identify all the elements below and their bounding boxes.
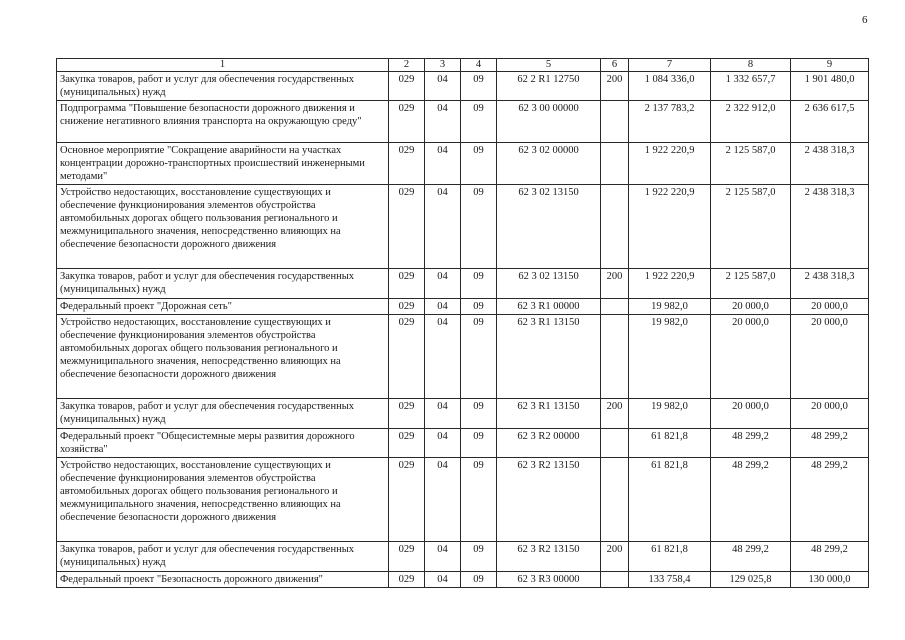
cell-target-article: 62 3 R2 13150 [497,458,601,542]
cell-target-article: 62 3 R1 13150 [497,399,601,429]
row-name: Основное мероприятие "Сокращение аварийности на участках концентрации дорожно-транспортных происшествий инженерными методами" [57,143,389,185]
cell-section: 04 [425,458,461,542]
table-row [57,399,869,429]
column-header: 7 [629,59,711,72]
column-header: 8 [711,59,791,72]
table-row [57,101,869,143]
cell-ministry: 029 [389,185,425,269]
cell-subsection: 09 [461,315,497,399]
cell-amount-year3: 48 299,2 [791,458,869,542]
column-header: 1 [57,59,389,72]
cell-subsection: 09 [461,429,497,458]
row-name: Закупка товаров, работ и услуг для обеспечения государственных (муниципальных) нужд [57,269,389,299]
cell-expense-type: 200 [601,72,629,101]
cell-amount-year2: 20 000,0 [711,315,791,399]
cell-amount-year1: 133 758,4 [629,572,711,588]
cell-amount-year3: 20 000,0 [791,315,869,399]
cell-ministry: 029 [389,299,425,315]
cell-subsection: 09 [461,458,497,542]
page-number: 6 [862,14,868,26]
cell-amount-year3: 20 000,0 [791,399,869,429]
cell-ministry: 029 [389,542,425,572]
cell-expense-type [601,299,629,315]
cell-expense-type [601,572,629,588]
cell-target-article: 62 3 02 13150 [497,269,601,299]
cell-subsection: 09 [461,101,497,143]
cell-section: 04 [425,101,461,143]
cell-target-article: 62 3 R1 00000 [497,299,601,315]
cell-ministry: 029 [389,429,425,458]
cell-target-article: 62 3 R3 00000 [497,572,601,588]
cell-subsection: 09 [461,185,497,269]
table-row [57,429,869,458]
cell-amount-year2: 129 025,8 [711,572,791,588]
cell-ministry: 029 [389,399,425,429]
cell-ministry: 029 [389,572,425,588]
row-name: Устройство недостающих, восстановление существующих и обеспечение функционирования элементов обустройства автомобильных дорогах общего пользования регионального и межмуниципального значения, непосредственно влияющих на обеспечение безопасности дорожного движения [57,315,389,399]
cell-expense-type [601,101,629,143]
cell-amount-year1: 61 821,8 [629,458,711,542]
cell-section: 04 [425,542,461,572]
table-row [57,458,869,542]
table-row [57,299,869,315]
cell-amount-year3: 20 000,0 [791,299,869,315]
row-name: Федеральный проект "Дорожная сеть" [57,299,389,315]
cell-amount-year3: 2 636 617,5 [791,101,869,143]
cell-section: 04 [425,572,461,588]
table-row [57,72,869,101]
cell-subsection: 09 [461,72,497,101]
budget-table [56,58,869,588]
cell-ministry: 029 [389,101,425,143]
cell-amount-year1: 2 137 783,2 [629,101,711,143]
row-name: Устройство недостающих, восстановление существующих и обеспечение функционирования элементов обустройства автомобильных дорогах общего пользования регионального и межмуниципального значения, непосредственно влияющих на обеспечение безопасности дорожного движения [57,458,389,542]
cell-expense-type [601,458,629,542]
cell-subsection: 09 [461,299,497,315]
cell-target-article: 62 3 02 13150 [497,185,601,269]
cell-expense-type [601,315,629,399]
cell-subsection: 09 [461,399,497,429]
cell-amount-year1: 61 821,8 [629,429,711,458]
cell-amount-year2: 2 125 587,0 [711,185,791,269]
cell-amount-year3: 48 299,2 [791,542,869,572]
cell-amount-year2: 20 000,0 [711,399,791,429]
cell-target-article: 62 3 02 00000 [497,143,601,185]
cell-section: 04 [425,315,461,399]
table-row [57,185,869,269]
table-row [57,143,869,185]
cell-ministry: 029 [389,269,425,299]
row-name: Закупка товаров, работ и услуг для обеспечения государственных (муниципальных) нужд [57,72,389,101]
column-header: 6 [601,59,629,72]
cell-expense-type [601,143,629,185]
cell-target-article: 62 3 00 00000 [497,101,601,143]
cell-amount-year3: 2 438 318,3 [791,185,869,269]
cell-amount-year2: 48 299,2 [711,542,791,572]
row-name: Закупка товаров, работ и услуг для обеспечения государственных (муниципальных) нужд [57,542,389,572]
cell-target-article: 62 2 R1 12750 [497,72,601,101]
table-row [57,315,869,399]
cell-amount-year1: 61 821,8 [629,542,711,572]
cell-section: 04 [425,269,461,299]
cell-amount-year2: 20 000,0 [711,299,791,315]
cell-target-article: 62 3 R2 00000 [497,429,601,458]
column-header: 9 [791,59,869,72]
cell-amount-year2: 48 299,2 [711,458,791,542]
column-header: 4 [461,59,497,72]
cell-expense-type: 200 [601,269,629,299]
cell-section: 04 [425,399,461,429]
cell-amount-year3: 130 000,0 [791,572,869,588]
row-name: Федеральный проект "Безопасность дорожного движения" [57,572,389,588]
table-row [57,269,869,299]
cell-amount-year1: 1 922 220,9 [629,143,711,185]
cell-amount-year1: 19 982,0 [629,399,711,429]
row-name: Подпрограмма "Повышение безопасности дорожного движения и снижение негативного влияния транспорта на окружающую среду" [57,101,389,143]
cell-amount-year1: 1 922 220,9 [629,185,711,269]
cell-amount-year1: 19 982,0 [629,315,711,399]
cell-section: 04 [425,429,461,458]
cell-section: 04 [425,143,461,185]
cell-amount-year1: 1 922 220,9 [629,269,711,299]
table-header-row [57,59,869,72]
cell-amount-year3: 1 901 480,0 [791,72,869,101]
cell-ministry: 029 [389,315,425,399]
table-row [57,572,869,588]
cell-target-article: 62 3 R1 13150 [497,315,601,399]
column-header: 2 [389,59,425,72]
cell-subsection: 09 [461,572,497,588]
cell-amount-year1: 19 982,0 [629,299,711,315]
cell-target-article: 62 3 R2 13150 [497,542,601,572]
cell-amount-year2: 1 332 657,7 [711,72,791,101]
cell-ministry: 029 [389,458,425,542]
cell-section: 04 [425,185,461,269]
cell-amount-year2: 2 322 912,0 [711,101,791,143]
table-row [57,542,869,572]
cell-amount-year3: 2 438 318,3 [791,269,869,299]
cell-expense-type: 200 [601,542,629,572]
row-name: Федеральный проект "Общесистемные меры развития дорожного хозяйства" [57,429,389,458]
cell-ministry: 029 [389,72,425,101]
cell-amount-year2: 48 299,2 [711,429,791,458]
cell-amount-year3: 48 299,2 [791,429,869,458]
cell-section: 04 [425,299,461,315]
cell-ministry: 029 [389,143,425,185]
cell-amount-year1: 1 084 336,0 [629,72,711,101]
cell-subsection: 09 [461,542,497,572]
column-header: 5 [497,59,601,72]
row-name: Устройство недостающих, восстановление существующих и обеспечение функционирования элементов обустройства автомобильных дорогах общего пользования регионального и межмуниципального значения, непосредственно влияющих на обеспечение безопасности дорожного движения [57,185,389,269]
cell-amount-year2: 2 125 587,0 [711,269,791,299]
cell-expense-type: 200 [601,399,629,429]
row-name: Закупка товаров, работ и услуг для обеспечения государственных (муниципальных) нужд [57,399,389,429]
cell-amount-year3: 2 438 318,3 [791,143,869,185]
cell-section: 04 [425,72,461,101]
column-header: 3 [425,59,461,72]
cell-subsection: 09 [461,269,497,299]
cell-amount-year2: 2 125 587,0 [711,143,791,185]
cell-expense-type [601,185,629,269]
cell-subsection: 09 [461,143,497,185]
cell-expense-type [601,429,629,458]
